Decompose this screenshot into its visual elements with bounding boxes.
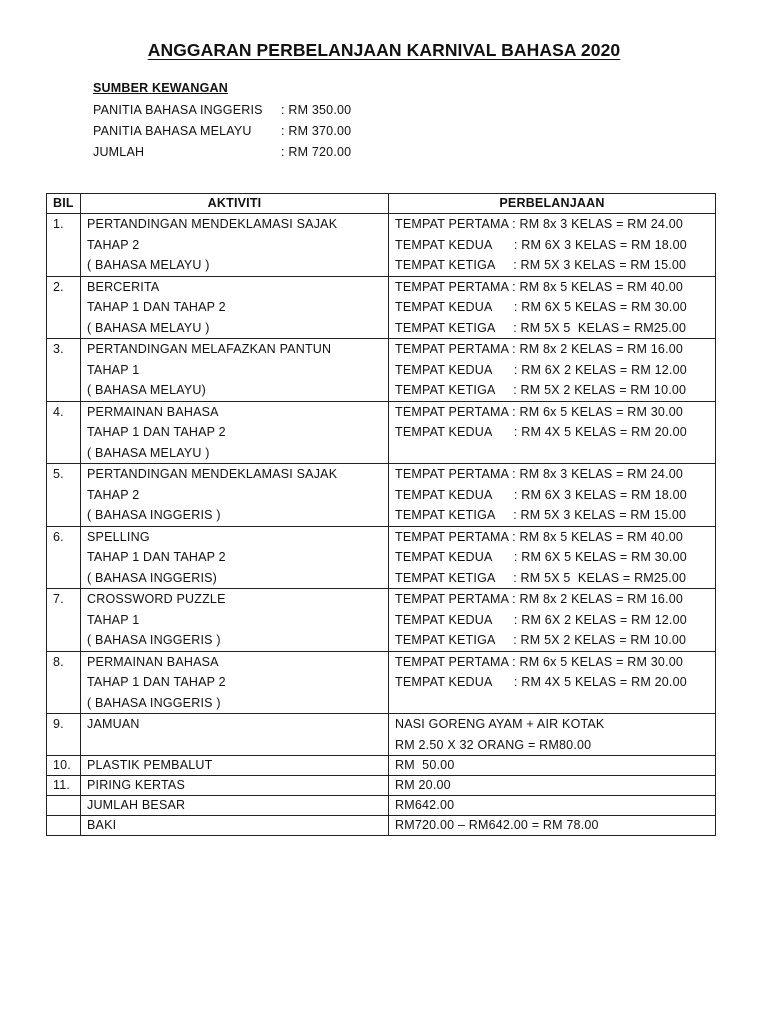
bil-number [53, 816, 74, 835]
aktiviti-cell [81, 464, 389, 527]
perbelanjaan-line: TEMPAT KETIGA : RM 5X 2 KELAS = RM 10.00 [395, 383, 687, 397]
aktiviti-cell [81, 339, 389, 402]
perbelanjaan-line: RM642.00 [395, 798, 455, 812]
aktiviti-line: PERMAINAN BAHASA [87, 654, 219, 669]
perbelanjaan-line: TEMPAT KETIGA : RM 5X 5 KELAS = RM25.00 [395, 570, 687, 585]
perbelanjaan-line: TEMPAT KEDUA : RM 6X 5 KELAS = RM 30.00 [395, 550, 687, 564]
perbelanjaan-cell [389, 401, 716, 464]
aktiviti-line: PERTANDINGAN MENDEKLAMASI SAJAK [87, 217, 338, 231]
bil-number: 1. [53, 217, 64, 231]
aktiviti-cell [81, 776, 389, 796]
aktiviti-line: TAHAP 1 DAN TAHAP 2 [87, 675, 226, 689]
perbelanjaan-cell [389, 796, 716, 816]
table-row [47, 526, 716, 589]
perbelanjaan-cell [389, 776, 716, 796]
aktiviti-line: PERTANDINGAN MENDEKLAMASI SAJAK [87, 467, 338, 481]
aktiviti-cell [81, 276, 389, 339]
bil-cell [47, 214, 81, 277]
header-perbelanjaan: PERBELANJAAN [389, 194, 716, 214]
bil-number: 7. [53, 592, 64, 606]
bil-cell [47, 714, 81, 756]
perbelanjaan-line: TEMPAT KEDUA : RM 6X 2 KELAS = RM 12.00 [395, 362, 687, 377]
perbelanjaan-line: TEMPAT PERTAMA : RM 8x 5 KELAS = RM 40.00 [395, 279, 684, 294]
bil-cell [47, 276, 81, 339]
aktiviti-line: ( BAHASA MELAYU ) [87, 320, 210, 335]
aktiviti-cell [81, 651, 389, 714]
aktiviti-line: TAHAP 1 DAN TAHAP 2 [87, 425, 226, 439]
aktiviti-line: BERCERITA [87, 279, 160, 294]
aktiviti-line: TAHAP 1 [87, 612, 140, 627]
aktiviti-line: ( BAHASA INGGERIS ) [87, 508, 221, 522]
perbelanjaan-cell [389, 276, 716, 339]
perbelanjaan-line: TEMPAT KEDUA : RM 4X 5 KELAS = RM 20.00 [395, 675, 687, 689]
perbelanjaan-line: TEMPAT KEDUA : RM 6X 3 KELAS = RM 18.00 [395, 237, 687, 252]
perbelanjaan-line: TEMPAT PERTAMA : RM 6x 5 KELAS = RM 30.00 [395, 654, 684, 669]
budget-table [46, 193, 716, 836]
perbelanjaan-line: NASI GORENG AYAM + AIR KOTAK [395, 717, 605, 731]
table-row [47, 276, 716, 339]
aktiviti-line: TAHAP 1 DAN TAHAP 2 [87, 550, 226, 564]
bil-cell [47, 756, 81, 776]
funding-label: PANITIA BAHASA MELAYU [93, 124, 252, 138]
aktiviti-cell [81, 756, 389, 776]
aktiviti-line: TAHAP 1 [87, 362, 140, 377]
aktiviti-cell [81, 526, 389, 589]
perbelanjaan-line: RM 2.50 X 32 ORANG = RM80.00 [395, 737, 592, 752]
bil-cell [47, 651, 81, 714]
perbelanjaan-line: TEMPAT KEDUA : RM 6X 3 KELAS = RM 18.00 [395, 487, 687, 502]
bil-cell [47, 339, 81, 402]
perbelanjaan-line: TEMPAT KEDUA : RM 6X 5 KELAS = RM 30.00 [395, 300, 687, 314]
bil-number [53, 796, 74, 815]
perbelanjaan-line: RM 50.00 [395, 758, 455, 772]
funding-heading: SUMBER KEWANGAN [93, 81, 228, 95]
table-row [47, 214, 716, 277]
perbelanjaan-line: TEMPAT KETIGA : RM 5X 5 KELAS = RM25.00 [395, 320, 687, 335]
funding-label: PANITIA BAHASA INGGERIS [93, 103, 263, 117]
funding-value: : RM 720.00 [281, 145, 352, 159]
header-bil: BIL [47, 194, 81, 214]
perbelanjaan-cell [389, 526, 716, 589]
perbelanjaan-line: RM 20.00 [395, 778, 451, 792]
bil-number: 9. [53, 717, 64, 731]
aktiviti-line: JAMUAN [87, 717, 140, 731]
perbelanjaan-line: TEMPAT PERTAMA : RM 6x 5 KELAS = RM 30.00 [395, 404, 684, 419]
table-row [47, 401, 716, 464]
funding-row [93, 100, 351, 121]
perbelanjaan-cell [389, 464, 716, 527]
document-title: ANGGARAN PERBELANJAAN KARNIVAL BAHASA 2020 [147, 40, 621, 60]
funding-row [93, 142, 351, 163]
bil-cell [47, 464, 81, 527]
bil-cell [47, 776, 81, 796]
table-row [47, 651, 716, 714]
aktiviti-cell [81, 796, 389, 816]
aktiviti-line: PERMAINAN BAHASA [87, 404, 219, 419]
bil-number: 4. [53, 404, 64, 419]
aktiviti-line: TAHAP 2 [87, 487, 140, 502]
table-row [47, 796, 716, 816]
perbelanjaan-line: TEMPAT PERTAMA : RM 8x 5 KELAS = RM 40.00 [395, 529, 684, 544]
perbelanjaan-cell [389, 756, 716, 776]
aktiviti-line: ( BAHASA MELAYU ) [87, 445, 210, 460]
funding-sources [93, 79, 351, 163]
table-row [47, 714, 716, 756]
aktiviti-line: ( BAHASA INGGERIS ) [87, 633, 221, 647]
aktiviti-line: JUMLAH BESAR [87, 798, 186, 812]
funding-value: : RM 370.00 [281, 124, 352, 138]
table-row [47, 756, 716, 776]
perbelanjaan-cell [389, 339, 716, 402]
bil-number: 2. [53, 279, 64, 294]
aktiviti-line: PERTANDINGAN MELAFAZKAN PANTUN [87, 342, 332, 356]
perbelanjaan-line: RM720.00 – RM642.00 = RM 78.00 [395, 818, 599, 832]
funding-value: : RM 350.00 [281, 103, 352, 117]
bil-number: 11. [53, 778, 71, 792]
perbelanjaan-cell [389, 816, 716, 836]
aktiviti-line: ( BAHASA MELAYU ) [87, 258, 210, 272]
perbelanjaan-line: TEMPAT KETIGA : RM 5X 2 KELAS = RM 10.00 [395, 633, 687, 647]
table-row [47, 464, 716, 527]
aktiviti-line: ( BAHASA INGGERIS) [87, 570, 218, 585]
perbelanjaan-line: TEMPAT PERTAMA : RM 8x 2 KELAS = RM 16.00 [395, 592, 684, 606]
bil-number: 10. [53, 758, 71, 772]
bil-number: 3. [53, 342, 64, 356]
bil-cell [47, 796, 81, 816]
budget-table-body [47, 214, 716, 836]
table-row [47, 589, 716, 652]
aktiviti-line: PLASTIK PEMBALUT [87, 758, 213, 772]
perbelanjaan-cell [389, 214, 716, 277]
perbelanjaan-line: TEMPAT KEDUA : RM 4X 5 KELAS = RM 20.00 [395, 425, 687, 439]
aktiviti-line: BAKI [87, 818, 117, 832]
aktiviti-line: ( BAHASA MELAYU) [87, 383, 206, 397]
bil-number: 6. [53, 529, 64, 544]
bil-cell [47, 526, 81, 589]
bil-cell [47, 816, 81, 836]
perbelanjaan-line: TEMPAT KETIGA : RM 5X 3 KELAS = RM 15.00 [395, 258, 687, 272]
aktiviti-cell [81, 816, 389, 836]
header-aktiviti: AKTIVITI [81, 194, 389, 214]
table-header-row [47, 194, 716, 214]
perbelanjaan-line: TEMPAT KEDUA : RM 6X 2 KELAS = RM 12.00 [395, 612, 687, 627]
bil-number: 5. [53, 467, 64, 481]
aktiviti-line: TAHAP 1 DAN TAHAP 2 [87, 300, 226, 314]
funding-label: JUMLAH [93, 145, 145, 159]
aktiviti-cell [81, 714, 389, 756]
perbelanjaan-line: TEMPAT PERTAMA : RM 8x 2 KELAS = RM 16.00 [395, 342, 684, 356]
aktiviti-line: SPELLING [87, 529, 150, 544]
aktiviti-cell [81, 589, 389, 652]
bil-number: 8. [53, 654, 64, 669]
perbelanjaan-line: TEMPAT PERTAMA : RM 8x 3 KELAS = RM 24.00 [395, 217, 684, 231]
bil-cell [47, 589, 81, 652]
table-row [47, 339, 716, 402]
aktiviti-line: CROSSWORD PUZZLE [87, 592, 226, 606]
perbelanjaan-line: TEMPAT PERTAMA : RM 8x 3 KELAS = RM 24.00 [395, 467, 684, 481]
table-row [47, 816, 716, 836]
aktiviti-line: PIRING KERTAS [87, 778, 185, 792]
aktiviti-cell [81, 401, 389, 464]
bil-cell [47, 401, 81, 464]
perbelanjaan-cell [389, 589, 716, 652]
perbelanjaan-cell [389, 714, 716, 756]
perbelanjaan-line: TEMPAT KETIGA : RM 5X 3 KELAS = RM 15.00 [395, 508, 687, 522]
funding-row [93, 121, 351, 142]
aktiviti-line: ( BAHASA INGGERIS ) [87, 695, 221, 710]
aktiviti-line: TAHAP 2 [87, 237, 140, 252]
table-row [47, 776, 716, 796]
perbelanjaan-cell [389, 651, 716, 714]
aktiviti-cell [81, 214, 389, 277]
